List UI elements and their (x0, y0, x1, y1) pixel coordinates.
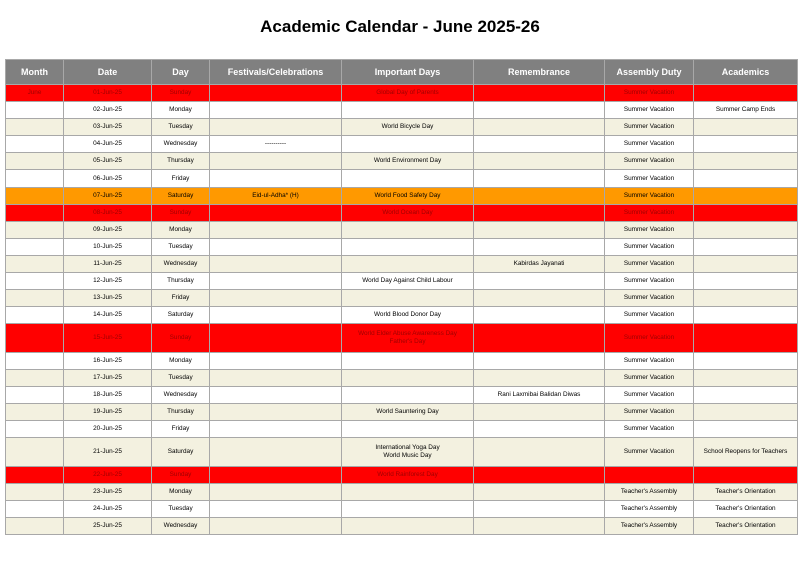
cell-assembly-duty: Teacher's Assembly (605, 500, 694, 517)
cell-date: 14-Jun-25 (64, 307, 152, 324)
table-row (6, 307, 798, 324)
table-row (6, 153, 798, 170)
cell-assembly-duty: Summer Vacation (605, 255, 694, 272)
cell-important-day: Global Day of Parents (342, 85, 474, 102)
table-row (6, 483, 798, 500)
cell-assembly-duty: Summer Vacation (605, 221, 694, 238)
cell-remembrance (474, 290, 605, 307)
table-row (6, 85, 798, 102)
cell-day: Saturday (152, 187, 210, 204)
cell-date: 20-Jun-25 (64, 421, 152, 438)
cell-academics: School Reopens for Teachers (694, 438, 798, 466)
cell-academics (694, 403, 798, 420)
cell-day: Saturday (152, 307, 210, 324)
calendar-table (5, 59, 798, 535)
cell-date: 10-Jun-25 (64, 238, 152, 255)
table-header-row (6, 60, 798, 85)
cell-important-day (342, 102, 474, 119)
cell-month (6, 221, 64, 238)
cell-remembrance (474, 483, 605, 500)
cell-date: 21-Jun-25 (64, 438, 152, 466)
table-row (6, 204, 798, 221)
cell-festival (210, 324, 342, 352)
column-header-important-days: Important Days (342, 60, 474, 85)
cell-remembrance (474, 187, 605, 204)
cell-assembly-duty: Summer Vacation (605, 119, 694, 136)
column-header-remembrance: Remembrance (474, 60, 605, 85)
cell-important-day: World Day Against Child Labour (342, 273, 474, 290)
cell-important-day: World Bicycle Day (342, 119, 474, 136)
cell-academics (694, 204, 798, 221)
cell-important-day (342, 238, 474, 255)
cell-date: 19-Jun-25 (64, 403, 152, 420)
cell-important-day (342, 290, 474, 307)
cell-month (6, 466, 64, 483)
cell-festival (210, 403, 342, 420)
cell-festival: ---------- (210, 136, 342, 153)
cell-remembrance (474, 369, 605, 386)
cell-assembly-duty: Summer Vacation (605, 170, 694, 187)
cell-date: 12-Jun-25 (64, 273, 152, 290)
cell-assembly-duty: Summer Vacation (605, 273, 694, 290)
cell-month (6, 324, 64, 352)
cell-day: Wednesday (152, 255, 210, 272)
table-row (6, 438, 798, 466)
cell-day: Saturday (152, 438, 210, 466)
cell-remembrance (474, 221, 605, 238)
cell-remembrance (474, 500, 605, 517)
cell-day: Sunday (152, 85, 210, 102)
cell-academics (694, 170, 798, 187)
cell-month (6, 238, 64, 255)
cell-assembly-duty: Summer Vacation (605, 85, 694, 102)
cell-important-day (342, 170, 474, 187)
cell-month (6, 273, 64, 290)
table-row (6, 403, 798, 420)
column-header-assembly-duty: Assembly Duty (605, 60, 694, 85)
cell-academics: Teacher's Orientation (694, 517, 798, 534)
cell-month (6, 369, 64, 386)
cell-festival (210, 517, 342, 534)
cell-festival (210, 273, 342, 290)
table-row (6, 273, 798, 290)
cell-festival (210, 438, 342, 466)
cell-month (6, 438, 64, 466)
cell-academics (694, 136, 798, 153)
cell-important-day (342, 369, 474, 386)
page-title: Academic Calendar - June 2025-26 (260, 17, 540, 36)
cell-important-day (342, 517, 474, 534)
cell-line: World Elder Abuse Awareness Day (358, 330, 457, 337)
table-row (6, 238, 798, 255)
table-row (6, 290, 798, 307)
table-row (6, 136, 798, 153)
cell-remembrance (474, 102, 605, 119)
cell-academics (694, 273, 798, 290)
table-row (6, 119, 798, 136)
cell-date: 06-Jun-25 (64, 170, 152, 187)
cell-remembrance (474, 324, 605, 352)
cell-remembrance (474, 438, 605, 466)
cell-remembrance (474, 273, 605, 290)
cell-important-day (342, 324, 474, 352)
cell-festival (210, 290, 342, 307)
table-row (6, 221, 798, 238)
cell-remembrance (474, 119, 605, 136)
cell-academics (694, 85, 798, 102)
cell-festival (210, 221, 342, 238)
cell-festival (210, 102, 342, 119)
cell-festival (210, 238, 342, 255)
cell-day: Wednesday (152, 386, 210, 403)
cell-day: Monday (152, 352, 210, 369)
cell-festival (210, 369, 342, 386)
cell-festival (210, 85, 342, 102)
cell-important-day: World Rainforest Day (342, 466, 474, 483)
cell-assembly-duty: Teacher's Assembly (605, 517, 694, 534)
table-row (6, 386, 798, 403)
cell-day: Sunday (152, 204, 210, 221)
cell-important-day (342, 221, 474, 238)
cell-festival (210, 204, 342, 221)
table-row (6, 517, 798, 534)
cell-date: 15-Jun-25 (64, 324, 152, 352)
cell-academics (694, 221, 798, 238)
cell-remembrance (474, 85, 605, 102)
cell-assembly-duty: Summer Vacation (605, 421, 694, 438)
cell-academics: Summer Camp Ends (694, 102, 798, 119)
cell-day: Sunday (152, 466, 210, 483)
cell-date: 23-Jun-25 (64, 483, 152, 500)
cell-day: Monday (152, 221, 210, 238)
cell-month (6, 187, 64, 204)
cell-date: 25-Jun-25 (64, 517, 152, 534)
cell-day: Monday (152, 483, 210, 500)
column-header-date: Date (64, 60, 152, 85)
table-row (6, 102, 798, 119)
cell-academics: Teacher's Orientation (694, 500, 798, 517)
table-row (6, 255, 798, 272)
cell-festival (210, 153, 342, 170)
cell-important-day: World Ocean Day (342, 204, 474, 221)
cell-day: Wednesday (152, 517, 210, 534)
cell-important-day (342, 438, 474, 466)
cell-assembly-duty: Summer Vacation (605, 204, 694, 221)
cell-day: Thursday (152, 403, 210, 420)
table-row (6, 324, 798, 352)
cell-line: International Yoga Day (375, 443, 440, 451)
cell-festival (210, 255, 342, 272)
cell-academics (694, 352, 798, 369)
cell-assembly-duty: Summer Vacation (605, 386, 694, 403)
cell-month (6, 307, 64, 324)
cell-date: 03-Jun-25 (64, 119, 152, 136)
cell-date: 07-Jun-25 (64, 187, 152, 204)
calendar-body (6, 85, 798, 535)
table-row (6, 500, 798, 517)
cell-date: 13-Jun-25 (64, 290, 152, 307)
cell-academics (694, 255, 798, 272)
cell-academics (694, 386, 798, 403)
cell-festival (210, 483, 342, 500)
cell-festival (210, 386, 342, 403)
cell-date: 11-Jun-25 (64, 255, 152, 272)
cell-assembly-duty: Summer Vacation (605, 352, 694, 369)
cell-day: Monday (152, 102, 210, 119)
cell-festival (210, 170, 342, 187)
cell-day: Thursday (152, 153, 210, 170)
cell-festival: Eid-ul-Adha* (H) (210, 187, 342, 204)
cell-month (6, 136, 64, 153)
cell-date: 24-Jun-25 (64, 500, 152, 517)
cell-month (6, 483, 64, 500)
cell-assembly-duty: Summer Vacation (605, 403, 694, 420)
cell-line: Father's Day (389, 338, 426, 345)
cell-festival (210, 119, 342, 136)
cell-academics (694, 369, 798, 386)
cell-remembrance (474, 307, 605, 324)
cell-date: 05-Jun-25 (64, 153, 152, 170)
cell-day: Thursday (152, 273, 210, 290)
cell-assembly-duty: Summer Vacation (605, 438, 694, 466)
cell-important-day (342, 386, 474, 403)
cell-festival (210, 352, 342, 369)
cell-month (6, 352, 64, 369)
cell-important-day (342, 500, 474, 517)
cell-important-day: World Blood Donor Day (342, 307, 474, 324)
column-header-month: Month (6, 60, 64, 85)
cell-day: Wednesday (152, 136, 210, 153)
table-row (6, 466, 798, 483)
cell-academics: Teacher's Orientation (694, 483, 798, 500)
cell-day: Tuesday (152, 500, 210, 517)
cell-assembly-duty: Summer Vacation (605, 307, 694, 324)
cell-line: World Music Day (383, 451, 432, 459)
cell-month (6, 290, 64, 307)
cell-date: 01-Jun-25 (64, 85, 152, 102)
cell-important-day: World Environment Day (342, 153, 474, 170)
cell-remembrance (474, 403, 605, 420)
cell-date: 04-Jun-25 (64, 136, 152, 153)
cell-festival (210, 307, 342, 324)
column-header-festivals: Festivals/Celebrations (210, 60, 342, 85)
cell-month (6, 170, 64, 187)
cell-month (6, 255, 64, 272)
cell-month (6, 204, 64, 221)
cell-academics (694, 421, 798, 438)
cell-assembly-duty: Teacher's Assembly (605, 483, 694, 500)
table-row (6, 170, 798, 187)
cell-festival (210, 421, 342, 438)
cell-date: 22-Jun-25 (64, 466, 152, 483)
cell-date: 16-Jun-25 (64, 352, 152, 369)
column-header-academics: Academics (694, 60, 798, 85)
cell-important-day (342, 255, 474, 272)
cell-academics (694, 119, 798, 136)
cell-remembrance (474, 153, 605, 170)
table-row (6, 421, 798, 438)
cell-important-day: World Sauntering Day (342, 403, 474, 420)
cell-assembly-duty: Summer Vacation (605, 290, 694, 307)
cell-date: 18-Jun-25 (64, 386, 152, 403)
cell-academics (694, 290, 798, 307)
cell-remembrance: Kabirdas Jayanati (474, 255, 605, 272)
column-header-day: Day (152, 60, 210, 85)
cell-month (6, 421, 64, 438)
cell-remembrance (474, 170, 605, 187)
cell-assembly-duty: Summer Vacation (605, 369, 694, 386)
cell-day: Sunday (152, 324, 210, 352)
cell-academics (694, 238, 798, 255)
cell-important-day (342, 352, 474, 369)
cell-assembly-duty: Summer Vacation (605, 324, 694, 352)
cell-assembly-duty: Summer Vacation (605, 102, 694, 119)
cell-remembrance: Rani Laxmibai Balidan Diwas (474, 386, 605, 403)
cell-month: June (6, 85, 64, 102)
cell-month (6, 119, 64, 136)
cell-date: 02-Jun-25 (64, 102, 152, 119)
table-row (6, 187, 798, 204)
cell-month (6, 403, 64, 420)
cell-remembrance (474, 204, 605, 221)
cell-date: 08-Jun-25 (64, 204, 152, 221)
cell-month (6, 102, 64, 119)
cell-month (6, 386, 64, 403)
cell-important-day: World Food Safety Day (342, 187, 474, 204)
cell-day: Friday (152, 290, 210, 307)
table-row (6, 369, 798, 386)
cell-date: 09-Jun-25 (64, 221, 152, 238)
cell-day: Friday (152, 170, 210, 187)
cell-important-day (342, 421, 474, 438)
cell-date: 17-Jun-25 (64, 369, 152, 386)
cell-remembrance (474, 136, 605, 153)
cell-assembly-duty: Summer Vacation (605, 153, 694, 170)
cell-month (6, 153, 64, 170)
cell-academics (694, 324, 798, 352)
cell-assembly-duty: Summer Vacation (605, 238, 694, 255)
cell-festival (210, 466, 342, 483)
cell-assembly-duty (605, 466, 694, 483)
cell-remembrance (474, 238, 605, 255)
cell-assembly-duty: Summer Vacation (605, 187, 694, 204)
cell-important-day (342, 483, 474, 500)
cell-day: Tuesday (152, 119, 210, 136)
cell-remembrance (474, 517, 605, 534)
cell-month (6, 517, 64, 534)
cell-assembly-duty: Summer Vacation (605, 136, 694, 153)
cell-day: Tuesday (152, 369, 210, 386)
cell-day: Tuesday (152, 238, 210, 255)
cell-month (6, 500, 64, 517)
cell-important-day (342, 136, 474, 153)
cell-academics (694, 153, 798, 170)
cell-remembrance (474, 352, 605, 369)
cell-academics (694, 187, 798, 204)
cell-remembrance (474, 421, 605, 438)
cell-academics (694, 466, 798, 483)
cell-academics (694, 307, 798, 324)
cell-day: Friday (152, 421, 210, 438)
table-row (6, 352, 798, 369)
cell-remembrance (474, 466, 605, 483)
cell-festival (210, 500, 342, 517)
